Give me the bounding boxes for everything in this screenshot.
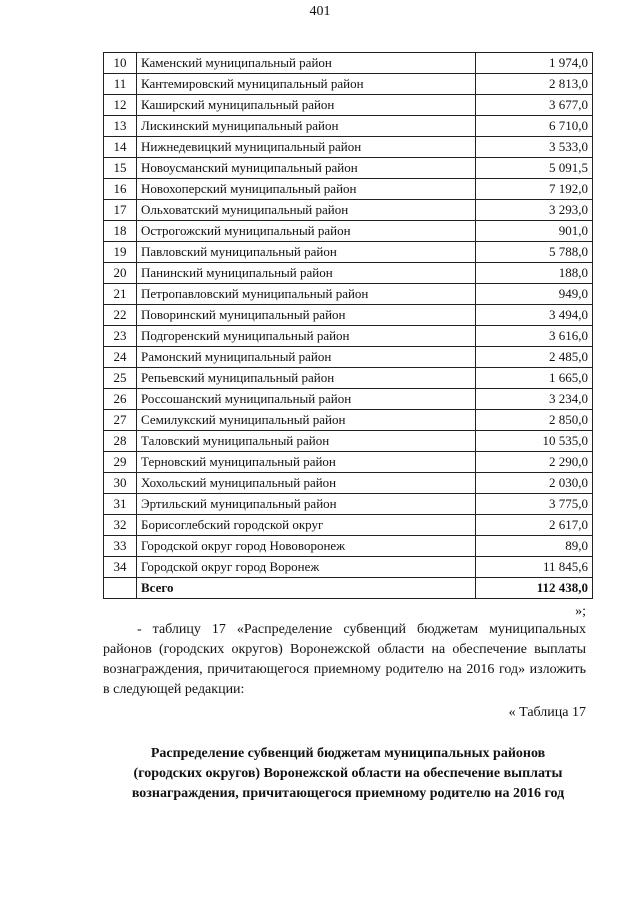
row-number: 27	[104, 410, 137, 431]
row-number: 11	[104, 74, 137, 95]
row-number: 25	[104, 368, 137, 389]
district-name: Ольховатский муниципальный район	[137, 200, 476, 221]
district-name: Каменский муниципальный район	[137, 53, 476, 74]
district-name: Поворинский муниципальный район	[137, 305, 476, 326]
subvention-value: 1 974,0	[476, 53, 593, 74]
district-name: Хохольский муниципальный район	[137, 473, 476, 494]
row-number: 22	[104, 305, 137, 326]
table-row	[104, 410, 593, 431]
table-row	[104, 389, 593, 410]
table-row	[104, 368, 593, 389]
district-name: Городской округ город Воронеж	[137, 557, 476, 578]
row-number: 20	[104, 263, 137, 284]
district-name: Борисоглебский городской округ	[137, 515, 476, 536]
row-number: 34	[104, 557, 137, 578]
table-row	[104, 116, 593, 137]
amendment-paragraph: - таблицу 17 «Распределение субвенций бюджетам муниципальных районов (городских округов) Воронежской области на обеспечение выплаты вознаграждения, причитающегося приемному родителю на 2016 год» изложить в следующей редакции:	[103, 622, 586, 697]
table-row	[104, 263, 593, 284]
subvention-value: 11 845,6	[476, 557, 593, 578]
subvention-value: 3 494,0	[476, 305, 593, 326]
table-row	[104, 242, 593, 263]
row-number: 17	[104, 200, 137, 221]
row-number: 31	[104, 494, 137, 515]
table-row	[104, 137, 593, 158]
subvention-value: 3 677,0	[476, 95, 593, 116]
total-value: 112 438,0	[476, 578, 593, 599]
subvention-value: 2 030,0	[476, 473, 593, 494]
subvention-value: 10 535,0	[476, 431, 593, 452]
row-number: 18	[104, 221, 137, 242]
subvention-value: 3 775,0	[476, 494, 593, 515]
row-number: 33	[104, 536, 137, 557]
table-row	[104, 74, 593, 95]
district-name: Нижнедевицкий муниципальный район	[137, 137, 476, 158]
district-name: Эртильский муниципальный район	[137, 494, 476, 515]
closing-quote: »;	[575, 604, 586, 619]
table-label: « Таблица 17	[508, 705, 586, 720]
table-row	[104, 431, 593, 452]
table-row	[104, 53, 593, 74]
subvention-value: 949,0	[476, 284, 593, 305]
subvention-value: 7 192,0	[476, 179, 593, 200]
district-name: Острогожский муниципальный район	[137, 221, 476, 242]
district-name: Кантемировский муниципальный район	[137, 74, 476, 95]
section-heading: Распределение субвенций бюджетам муниципальных районов (городских округов) Воронежской области на обеспечение выплаты вознаграждения, причитающегося приемному родителю на 2016 год	[131, 746, 565, 801]
district-name: Семилукский муниципальный район	[137, 410, 476, 431]
district-name: Петропавловский муниципальный район	[137, 284, 476, 305]
district-name: Новохоперский муниципальный район	[137, 179, 476, 200]
subvention-value: 3 234,0	[476, 389, 593, 410]
district-name: Новоусманский муниципальный район	[137, 158, 476, 179]
subventions-table	[103, 52, 593, 599]
table-row	[104, 494, 593, 515]
row-number: 16	[104, 179, 137, 200]
district-name: Панинский муниципальный район	[137, 263, 476, 284]
row-number: 23	[104, 326, 137, 347]
total-empty-cell	[104, 578, 137, 599]
subvention-value: 2 485,0	[476, 347, 593, 368]
district-name: Городской округ город Нововоронеж	[137, 536, 476, 557]
row-number: 29	[104, 452, 137, 473]
row-number: 24	[104, 347, 137, 368]
row-number: 14	[104, 137, 137, 158]
row-number: 15	[104, 158, 137, 179]
subvention-value: 1 665,0	[476, 368, 593, 389]
table-row	[104, 536, 593, 557]
subvention-value: 2 617,0	[476, 515, 593, 536]
table-row	[104, 473, 593, 494]
row-number: 10	[104, 53, 137, 74]
subvention-value: 901,0	[476, 221, 593, 242]
table-row	[104, 200, 593, 221]
subvention-value: 6 710,0	[476, 116, 593, 137]
table-row	[104, 305, 593, 326]
table-row	[104, 95, 593, 116]
district-name: Каширский муниципальный район	[137, 95, 476, 116]
district-name: Павловский муниципальный район	[137, 242, 476, 263]
total-label: Всего	[137, 578, 476, 599]
row-number: 12	[104, 95, 137, 116]
row-number: 32	[104, 515, 137, 536]
row-number: 26	[104, 389, 137, 410]
table-row	[104, 221, 593, 242]
table-row	[104, 557, 593, 578]
subvention-value: 2 813,0	[476, 74, 593, 95]
table-row	[104, 515, 593, 536]
district-name: Рамонский муниципальный район	[137, 347, 476, 368]
table-row	[104, 347, 593, 368]
subvention-value: 2 290,0	[476, 452, 593, 473]
row-number: 30	[104, 473, 137, 494]
district-name: Таловский муниципальный район	[137, 431, 476, 452]
table-row	[104, 452, 593, 473]
district-name: Россошанский муниципальный район	[137, 389, 476, 410]
subvention-value: 2 850,0	[476, 410, 593, 431]
row-number: 19	[104, 242, 137, 263]
page-number: 401	[309, 4, 331, 19]
district-name: Лискинский муниципальный район	[137, 116, 476, 137]
subvention-value: 5 788,0	[476, 242, 593, 263]
subvention-value: 3 533,0	[476, 137, 593, 158]
district-name: Терновский муниципальный район	[137, 452, 476, 473]
row-number: 28	[104, 431, 137, 452]
table-body	[104, 53, 593, 599]
table-row	[104, 179, 593, 200]
subvention-value: 89,0	[476, 536, 593, 557]
district-name: Репьевский муниципальный район	[137, 368, 476, 389]
table-row	[104, 284, 593, 305]
subvention-value: 3 616,0	[476, 326, 593, 347]
subvention-value: 5 091,5	[476, 158, 593, 179]
table-row	[104, 158, 593, 179]
row-number: 21	[104, 284, 137, 305]
subvention-value: 188,0	[476, 263, 593, 284]
district-name: Подгоренский муниципальный район	[137, 326, 476, 347]
row-number: 13	[104, 116, 137, 137]
table-row	[104, 326, 593, 347]
total-row	[104, 578, 593, 599]
subvention-value: 3 293,0	[476, 200, 593, 221]
